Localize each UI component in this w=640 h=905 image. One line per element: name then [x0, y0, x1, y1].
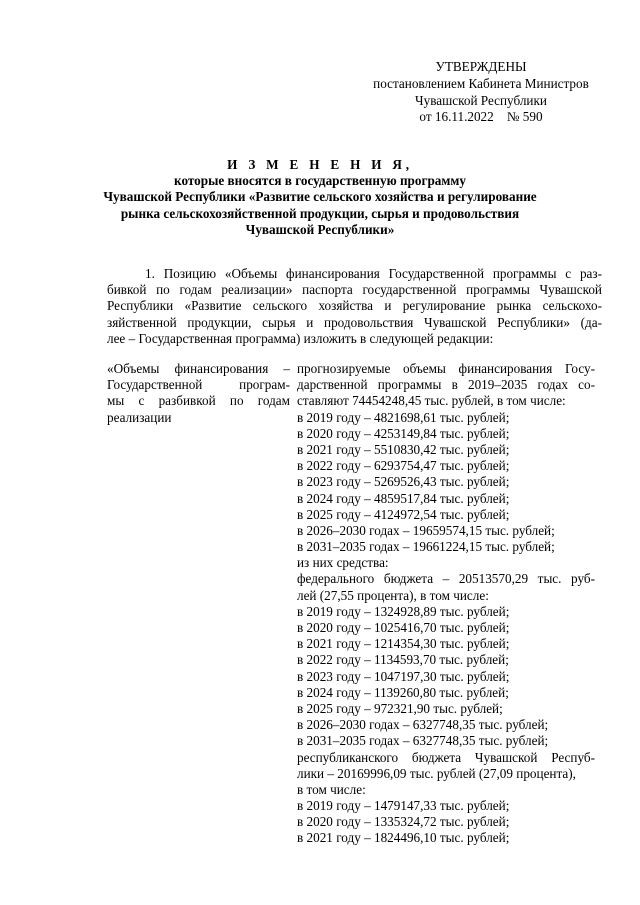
intro-paragraph: [107, 266, 602, 347]
funding-line: в 2025 году – 972321,90 тыс. рублей;: [297, 700, 503, 716]
position-label: [107, 361, 290, 426]
approval-stamp: [360, 59, 602, 126]
funding-details: [297, 361, 595, 847]
funding-line: республиканского бюджета Чувашской Респуб-: [297, 749, 595, 765]
funding-line: в 2019 году – 1324928,89 тыс. рублей;: [297, 603, 510, 619]
position-label-line: Государственной програм-: [107, 377, 290, 393]
funding-line: в 2023 году – 1047197,30 тыс. рублей;: [297, 668, 510, 684]
funding-line: в 2031–2035 годах – 6327748,35 тыс. рублей;: [297, 733, 549, 749]
funding-line: в 2024 году – 1139260,80 тыс. рублей;: [297, 684, 509, 700]
funding-line: в 2019 году – 1479147,33 тыс. рублей;: [297, 798, 510, 814]
title-line-4: Чувашской Республики»: [245, 221, 395, 237]
intro-line: лее – Государственная программа) изложить в следующей редакции:: [107, 330, 494, 346]
funding-line: в 2021 году – 1214354,30 тыс. рублей;: [297, 636, 510, 652]
funding-line: в 2020 году – 1025416,70 тыс. рублей;: [297, 620, 510, 635]
funding-line: лики – 20169996,09 тыс. рублей (27,09 процента),: [297, 765, 576, 781]
intro-line: Республики «Развитие сельского хозяйства и регулирование рынка сельскохо-: [107, 298, 602, 314]
funding-line: в 2026–2030 годах – 6327748,35 тыс. рублей;: [297, 717, 549, 733]
approval-heading: УТВЕРЖДЕНЫ: [435, 59, 527, 74]
funding-line: в 2023 году – 5269526,43 тыс. рублей;: [297, 474, 510, 490]
intro-line: бивкой по годам реализации» паспорта государственной программы Чувашской: [107, 282, 602, 298]
funding-line: в том числе:: [297, 781, 366, 797]
title-line-3: рынка сельскохозяйственной продукции, сырья и продовольствия: [120, 205, 520, 221]
funding-line: в 2019 году – 4821698,61 тыс. рублей;: [297, 409, 510, 425]
position-label-line: «Объемы финансирования –: [107, 361, 290, 376]
position-label-line: реализации: [107, 409, 172, 425]
funding-line: в 2022 году – 6293754,47 тыс. рублей;: [297, 458, 510, 474]
funding-line: лей (27,55 процента), в том числе:: [297, 587, 489, 603]
title-line-2: Чувашской Республики «Развитие сельского хозяйства и регулирование: [103, 189, 537, 205]
approval-line-1: постановлением Кабинета Министров: [373, 75, 589, 91]
position-label-line: мы с разбивкой по годам: [107, 393, 290, 409]
approval-line-3: от 16.11.2022 № 590: [419, 109, 543, 125]
funding-line: федерального бюджета – 20513570,29 тыс. руб-: [297, 571, 595, 587]
funding-line: в 2021 году – 5510830,42 тыс. рублей;: [297, 441, 510, 457]
funding-line: в 2022 году – 1134593,70 тыс. рублей;: [297, 652, 509, 668]
funding-line: в 2020 году – 1335324,72 тыс. рублей;: [297, 814, 510, 830]
funding-line: в 2031–2035 годах – 19661224,15 тыс. рублей;: [297, 539, 555, 555]
funding-line: в 2020 году – 4253149,84 тыс. рублей;: [297, 425, 510, 441]
funding-line: в 2021 году – 1824496,10 тыс. рублей;: [297, 830, 510, 846]
funding-line: из них средства:: [297, 555, 389, 571]
funding-line: в 2025 году – 4124972,54 тыс. рублей;: [297, 506, 510, 522]
approval-line-2: Чувашской Республики: [415, 92, 547, 108]
funding-line: в 2024 году – 4859517,84 тыс. рублей;: [297, 490, 510, 506]
funding-line: в 2026–2030 годах – 19659574,15 тыс. рублей;: [297, 522, 555, 538]
intro-line: зяйственной продукции, сырья и продовольствия Чувашской Республики» (да-: [107, 314, 602, 330]
funding-line: ставляют 74454248,45 тыс. рублей, в том числе:: [297, 393, 566, 409]
funding-line: дарственной программы в 2019–2035 годах со-: [297, 377, 595, 393]
title-line-1: которые вносятся в государственную программу: [174, 173, 466, 189]
intro-line: 1. Позицию «Объемы финансирования Государственной программы с раз-: [145, 266, 602, 281]
funding-line: прогнозируемые объемы финансирования Госу-: [297, 361, 595, 376]
document-title: [78, 157, 562, 238]
title-main: И З М Е Н Е Н И Я,: [227, 157, 413, 172]
